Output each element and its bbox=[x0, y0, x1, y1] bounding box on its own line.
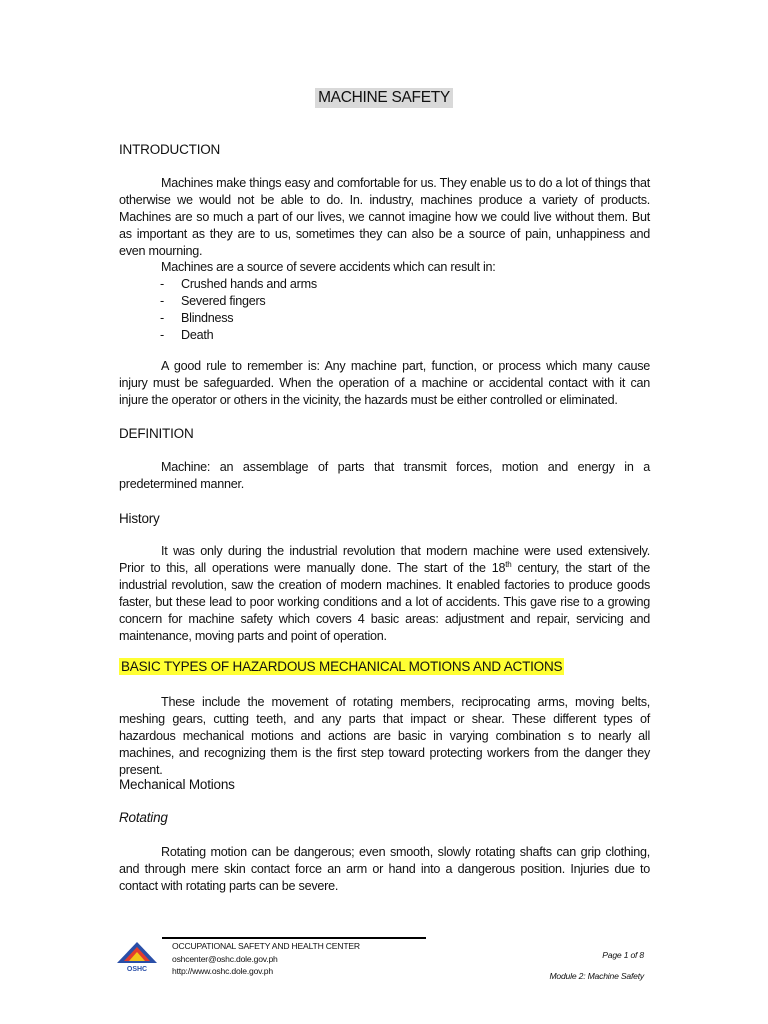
footer-org-info bbox=[172, 940, 360, 978]
logo-text: OSHC bbox=[126, 966, 148, 973]
footer-page-number: Page 1 of 8 bbox=[602, 950, 644, 960]
intro-paragraph-3: A good rule to remember is: Any machine part, function, or process which many cause injury must be safeguarded. When the operation of a machine or accidental contact with it can injure the operator or others in the vicinity, the hazards must be either controlled or eliminated. bbox=[119, 359, 650, 407]
list-item: - Death bbox=[160, 327, 317, 344]
document-title: MACHINE SAFETY bbox=[315, 88, 453, 108]
heading-introduction: INTRODUCTION bbox=[119, 142, 221, 157]
heading-mechanical-motions: Mechanical Motions bbox=[119, 777, 235, 792]
list-item: - Severed fingers bbox=[160, 293, 317, 310]
history-paragraph: It was only during the industrial revolution that modern machine were used extensively. Prior to this, all operations were manually done. The start of the 18th century, the start of the industrial revolution, saw the creation of modern machines. It enabled factories to produce goods faster, but these lead to poor working conditions and a lot of accidents. This gave rise to a growing concern for machine safety which covers 4 basic areas: adjustment and repair, servicing and maintenance, moving parts and point of operation. bbox=[119, 544, 650, 643]
accident-list bbox=[160, 276, 317, 344]
heading-history: History bbox=[119, 511, 160, 526]
oshc-logo bbox=[116, 941, 158, 973]
list-item: - Crushed hands and arms bbox=[160, 276, 317, 293]
definition-paragraph: Machine: an assemblage of parts that transmit forces, motion and energy in a predetermined manner. bbox=[119, 460, 650, 491]
heading-basic-types: BASIC TYPES OF HAZARDOUS MECHANICAL MOTIONS AND ACTIONS bbox=[121, 659, 563, 674]
footer-page-info bbox=[549, 945, 644, 987]
heading-definition: DEFINITION bbox=[119, 426, 194, 441]
footer-email: oshcenter@oshc.dole.gov.ph bbox=[172, 953, 278, 964]
basic-types-paragraph: These include the movement of rotating members, reciprocating arms, moving belts, meshing gears, cutting teeth, and any parts that impact or shear. These different types of hazardous mechanical motions and actions are basic in varying combination s to nearly all machines, and recognizing them is the first step toward protecting workers from the danger they present. bbox=[119, 695, 650, 777]
footer-rule bbox=[162, 937, 426, 939]
intro-paragraph-1: Machines make things easy and comfortable for us. They enable us to do a lot of things that otherwise we would not be able to do. In. industry, machines produce a variety of products. Machines are so much a part of our lives, we cannot imagine how we could live without them. But as important as they are to us, sometimes they can also be a source of pain, unhappiness and even mourning. bbox=[119, 176, 650, 258]
footer-url: http://www.oshc.dole.gov.ph bbox=[172, 966, 273, 977]
intro-paragraph-2: Machines are a source of severe accidents which can result in: bbox=[161, 260, 496, 274]
footer-module: Module 2: Machine Safety bbox=[549, 971, 644, 981]
heading-rotating: Rotating bbox=[119, 810, 168, 825]
footer-org-name: OCCUPATIONAL SAFETY AND HEALTH CENTER bbox=[172, 941, 360, 951]
list-item: - Blindness bbox=[160, 310, 317, 327]
rotating-paragraph: Rotating motion can be dangerous; even smooth, slowly rotating shafts can grip clothing, and through mere skin contact force an arm or hand into a dangerous position. Injuries due to contact with rotating parts can be severe. bbox=[119, 845, 650, 893]
